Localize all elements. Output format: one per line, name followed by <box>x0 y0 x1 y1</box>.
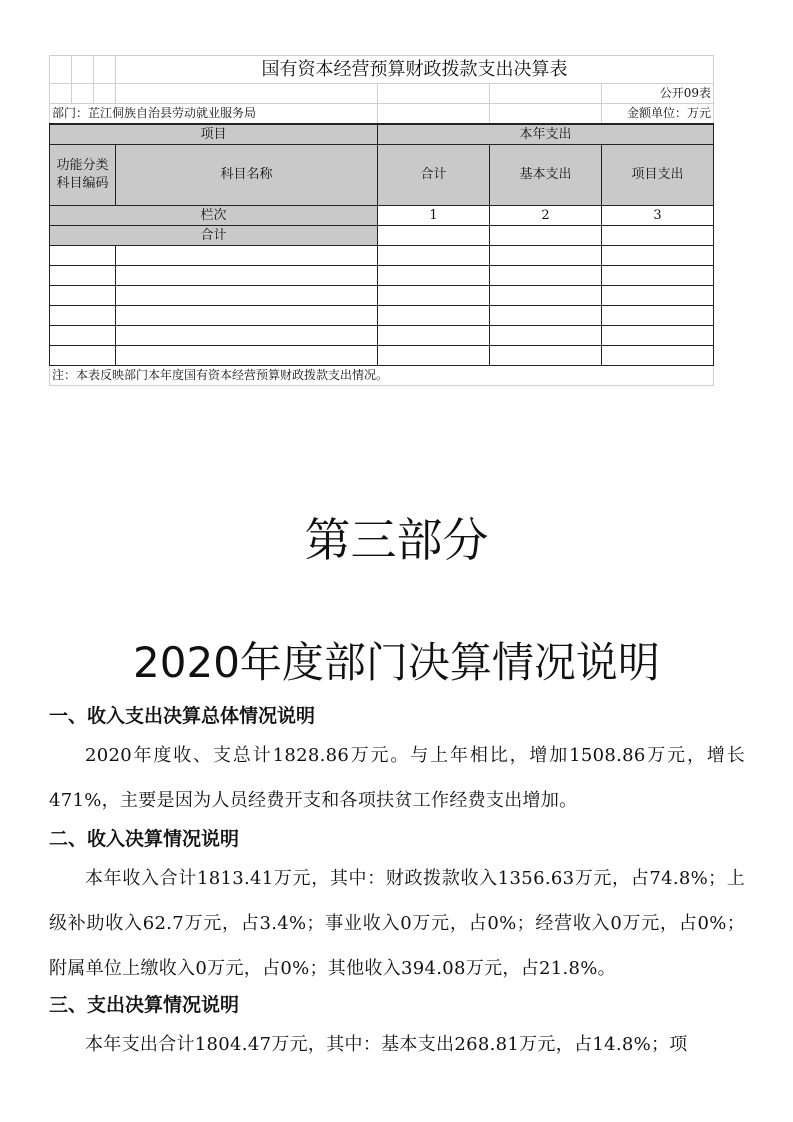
table-row <box>50 306 714 326</box>
table-title: 国有资本经营预算财政拨款支出决算表 <box>116 56 714 84</box>
report-title: 2020年度部门决算情况说明 <box>133 638 660 687</box>
row-total-label: 合计 <box>50 226 378 246</box>
table-row <box>50 246 714 266</box>
index-1: 1 <box>378 206 490 226</box>
section-heading-3: 三、支出决算情况说明 <box>49 994 240 1016</box>
expenditure-table <box>49 55 714 386</box>
header-current-year: 本年支出 <box>378 124 714 145</box>
col-basic: 基本支出 <box>490 145 602 206</box>
section-text-2: 本年收入合计1813.41万元，其中：财政拨款收入1356.63万元，占74.8%；上级补助收入62.7万元，占3.4%；事业收入0万元，占0%；经营收入0万元，占0%；附属单位上缴收入0万元，占0%；其他收入394.08万元，占21.8%。 <box>49 868 745 979</box>
total-cell <box>378 226 490 246</box>
row-index-label: 栏次 <box>50 206 378 226</box>
table-row <box>50 346 714 366</box>
total-cell <box>490 226 602 246</box>
col-total: 合计 <box>378 145 490 206</box>
section-text-3: 本年支出合计1804.47万元，其中：基本支出268.81万元，占14.8%；项 <box>85 1034 688 1055</box>
section-heading-2: 二、收入决算情况说明 <box>49 828 240 850</box>
header-item: 项目 <box>50 124 378 145</box>
index-2: 2 <box>490 206 602 226</box>
part-title: 第三部分 <box>304 513 489 567</box>
table-row <box>50 286 714 306</box>
table-row <box>50 326 714 346</box>
unit-label: 金额单位：万元 <box>602 104 714 125</box>
col-function-code: 功能分类 科目编码 <box>50 145 116 206</box>
col-project: 项目支出 <box>602 145 714 206</box>
department-label: 部门：芷江侗族自治县劳动就业服务局 <box>50 104 378 125</box>
section-heading-1: 一、收入支出决算总体情况说明 <box>49 705 316 727</box>
total-cell <box>602 226 714 246</box>
col-subject-name: 科目名称 <box>116 145 378 206</box>
form-number: 公开09表 <box>602 84 714 104</box>
table-note: 注：本表反映部门本年度国有资本经营预算财政拨款支出情况。 <box>50 366 714 386</box>
table-row <box>50 266 714 286</box>
section-text-1: 2020年度收、支总计1828.86万元。与上年相比，增加1508.86万元，增长471%，主要是因为人员经费开支和各项扶贫工作经费支出增加。 <box>49 745 745 811</box>
budget-table-sheet <box>49 55 713 386</box>
index-3: 3 <box>602 206 714 226</box>
